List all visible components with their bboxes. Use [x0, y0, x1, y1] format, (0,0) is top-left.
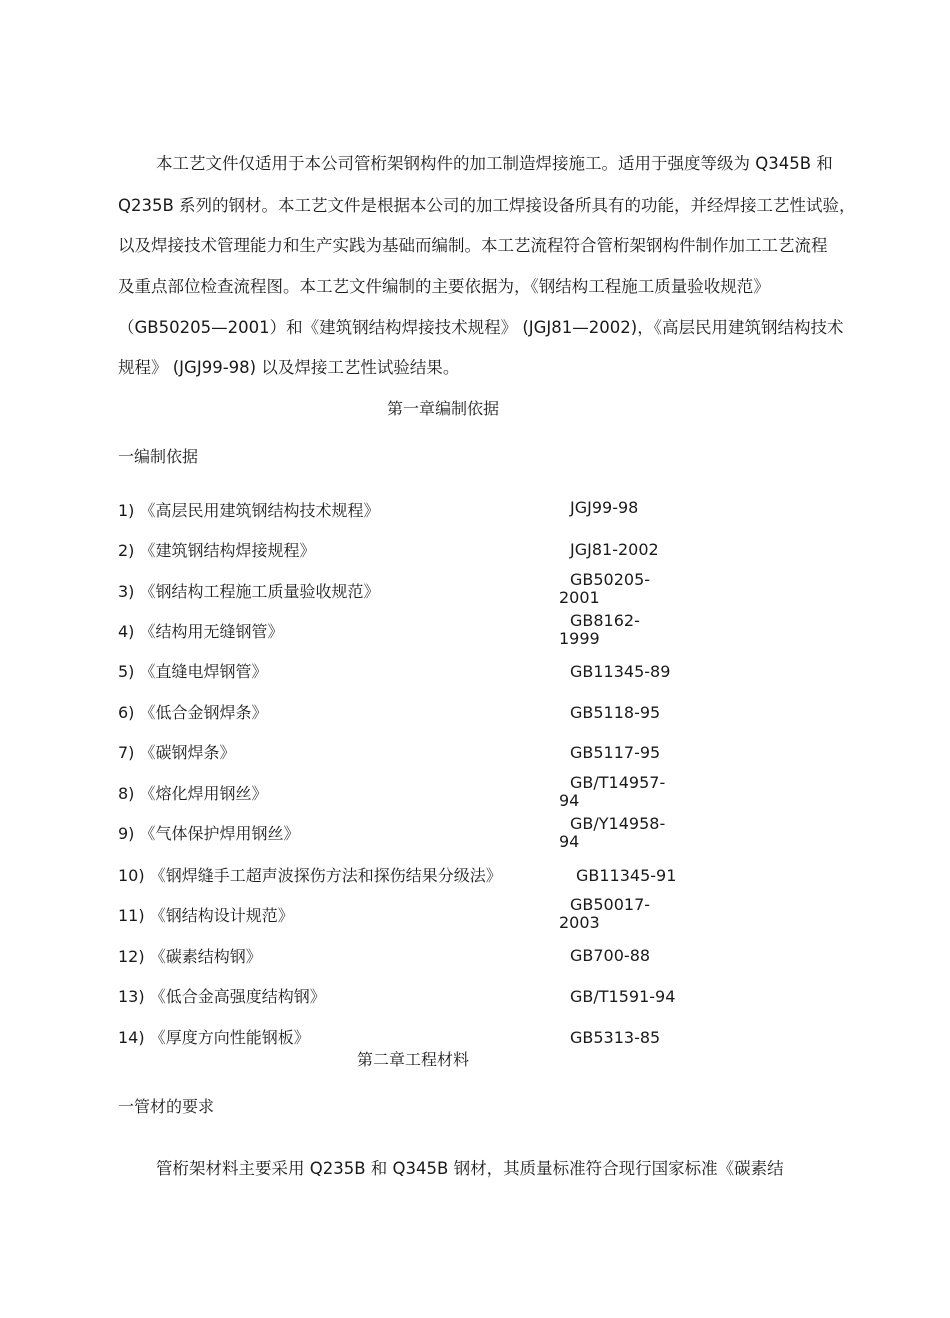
ref-item-code: GB/T14957- 94 — [559, 773, 666, 810]
ref-item-code: JGJ81-2002 — [570, 540, 659, 559]
ref-item-code: GB5118-95 — [570, 703, 661, 722]
intro-line-3: 以及焊接技术管理能力和生产实践为基础而编制。本工艺流程符合管桁架钢构件制作加工工艺流程 — [118, 236, 828, 255]
ref-item-title: 14) 《厚度方向性能钢板》 — [118, 1028, 310, 1047]
intro-line-1: 本工艺文件仅适用于本公司管桁架钢构件的加工制造焊接施工。适用于强度等级为 Q345B 和 — [156, 154, 833, 173]
intro-line-6: 规程》 (JGJ99-98) 以及焊接工艺性试验结果。 — [118, 358, 460, 377]
ref-item-title: 10) 《钢焊缝手工超声波探伤方法和探伤结果分级法》 — [118, 866, 502, 885]
ref-item-code: GB/T1591-94 — [570, 987, 676, 1006]
ref-item-code: GB8162- 1999 — [559, 611, 640, 648]
ref-item-code: GB50017- 2003 — [559, 895, 651, 932]
ref-item-title: 5) 《直缝电焊钢管》 — [118, 662, 268, 681]
chapter-2-title: 第二章工程材料 — [356, 1050, 469, 1069]
intro-line-5: （GB50205—2001）和《建筑钢结构焊接技术规程》 (JGJ81—2002)，《高层民用建筑钢结构技术 — [118, 318, 844, 337]
intro-line-2: Q235B 系列的钢材。本工艺文件是根据本公司的加工焊接设备所具有的功能，并经焊接工艺性试验， — [118, 196, 856, 215]
ref-item-code: GB50205- 2001 — [559, 570, 651, 607]
ref-item-code: GB5313-85 — [570, 1028, 661, 1047]
section-title-pipe: 一管材的要求 — [118, 1097, 215, 1116]
ref-item-code: GB11345-91 — [576, 866, 677, 885]
ref-item-title: 8) 《熔化焊用钢丝》 — [118, 784, 268, 803]
chapter-2-paragraph: 管桁架材料主要采用 Q235B 和 Q345B 钢材，其质量标准符合现行国家标准《碳素结 — [156, 1159, 784, 1178]
ref-item-title: 9) 《气体保护焊用钢丝》 — [118, 824, 300, 843]
chapter-1-title: 第一章编制依据 — [386, 399, 499, 418]
intro-line-4: 及重点部位检查流程图。本工艺文件编制的主要依据为，《钢结构工程施工质量验收规范》 — [118, 277, 770, 296]
ref-item-title: 2) 《建筑钢结构焊接规程》 — [118, 541, 316, 560]
ref-item-title: 3) 《钢结构工程施工质量验收规范》 — [118, 582, 380, 601]
ref-item-title: 4) 《结构用无缝钢管》 — [118, 622, 284, 641]
ref-item-title: 11) 《钢结构设计规范》 — [118, 906, 294, 925]
ref-item-code: JGJ99-98 — [570, 498, 639, 517]
ref-item-code: GB700-88 — [570, 946, 651, 965]
ref-item-title: 1) 《高层民用建筑钢结构技术规程》 — [118, 501, 380, 520]
ref-item-code: GB/Y14958- 94 — [559, 814, 666, 851]
ref-item-title: 12) 《碳素结构钢》 — [118, 947, 262, 966]
ref-item-code: GB11345-89 — [570, 662, 671, 681]
ref-item-title: 13) 《低合金高强度结构钢》 — [118, 987, 326, 1006]
ref-item-title: 6) 《低合金钢焊条》 — [118, 703, 268, 722]
ref-item-title: 7) 《碳钢焊条》 — [118, 743, 236, 762]
section-title-basis: 一编制依据 — [118, 447, 199, 466]
ref-item-code: GB5117-95 — [570, 743, 661, 762]
